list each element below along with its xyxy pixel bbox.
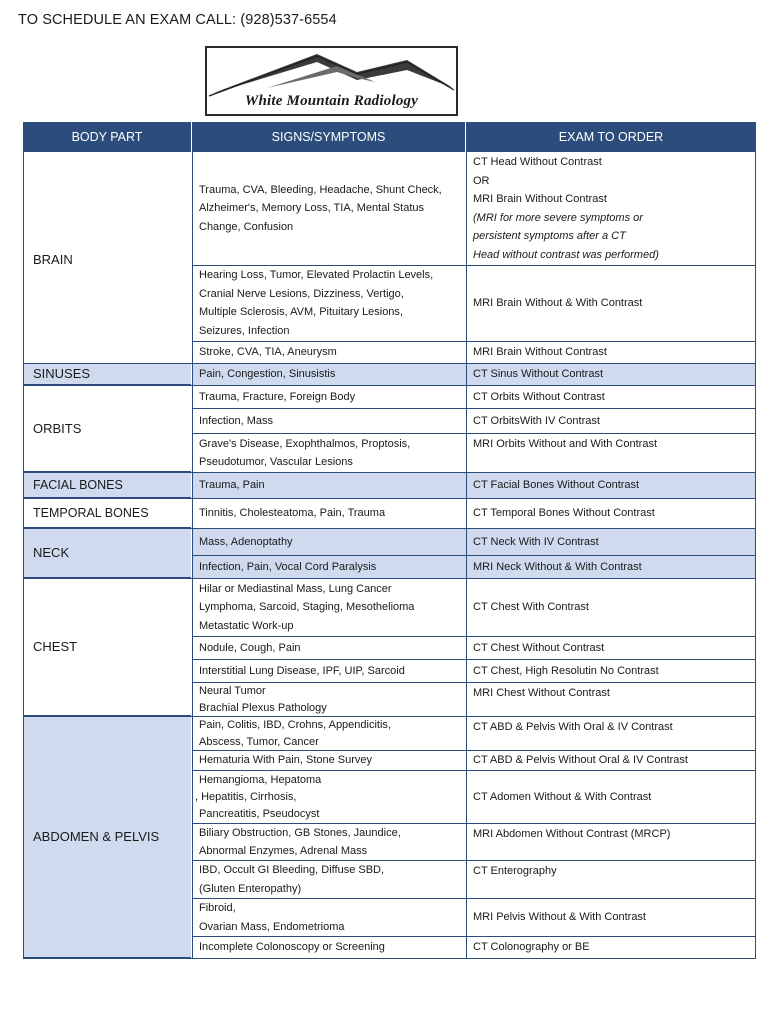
symptoms-cell: IBD, Occult GI Bleeding, Diffuse SBD, (Gluten Enteropathy)	[192, 861, 466, 898]
symptoms-cell: Trauma, Pain	[192, 473, 466, 498]
symptoms-cell: Tinnitis, Cholesteatoma, Pain, Trauma	[192, 499, 466, 528]
symptoms-cell: Hilar or Mediastinal Mass, Lung Cancer Lymphoma, Sarcoid, Staging, Mesothelioma Metastatic Work-up	[192, 579, 466, 636]
symptoms-cell: Interstitial Lung Disease, IPF, UIP, Sarcoid	[192, 660, 466, 682]
exam-cell: CT OrbitsWith IV Contrast	[466, 409, 756, 433]
symptoms-cell: Hearing Loss, Tumor, Elevated Prolactin Levels, Cranial Nerve Lesions, Dizziness, Vertigo, Multiple Sclerosis, AVM, Pituitary Lesions, Seizures, Infection	[192, 265, 466, 341]
body-part-brain: BRAIN	[23, 152, 191, 368]
exam-cell: CT Chest Without Contrast	[466, 637, 756, 659]
symptoms-cell: Biliary Obstruction, GB Stones, Jaundice, Abnormal Enzymes, Adrenal Mass	[192, 824, 466, 860]
logo-text: White Mountain Radiology	[244, 93, 419, 109]
exam-cell: MRI Brain Without Contrast	[466, 341, 756, 363]
exam-cell: CT Chest With Contrast	[466, 579, 756, 636]
exam-cell: CT Facial Bones Without Contrast	[466, 473, 756, 498]
body-part-sinuses: SINUSES	[23, 363, 191, 385]
exam-cell: CT ABD & Pelvis With Oral & IV Contrast	[466, 717, 756, 750]
column-header-body-part: BODY PART	[23, 122, 191, 152]
exam-cell: CT Enterography	[466, 861, 756, 898]
white-mountain-radiology-logo	[205, 46, 458, 116]
symptoms-cell: Trauma, Fracture, Foreign Body	[192, 386, 466, 408]
symptoms-cell: Neural Tumor Brachial Plexus Pathology	[192, 683, 466, 716]
exam-cell: CT Chest, High Resolutin No Contrast	[466, 660, 756, 682]
exam-cell: MRI Chest Without Contrast	[466, 683, 756, 716]
exam-cell: MRI Abdomen Without Contrast (MRCP)	[466, 824, 756, 860]
column-header-signs-symptoms: SIGNS/SYMPTOMS	[192, 122, 465, 152]
body-part-neck: NECK	[23, 528, 191, 578]
body-part-abdomen-pelvis: ABDOMEN & PELVIS	[23, 716, 191, 958]
body-part-facial-bones: FACIAL BONES	[23, 472, 191, 498]
body-part-chest: CHEST	[23, 578, 191, 716]
schedule-phone-header: TO SCHEDULE AN EXAM CALL: (928)537-6554	[18, 12, 337, 28]
exam-cell: MRI Neck Without & With Contrast	[466, 556, 756, 578]
symptoms-cell: Fibroid, Ovarian Mass, Endometrioma	[192, 899, 466, 936]
column-header-exam-to-order: EXAM TO ORDER	[466, 122, 756, 152]
symptoms-cell: Nodule, Cough, Pain	[192, 637, 466, 659]
exam-cell: CT Neck With IV Contrast	[466, 529, 756, 555]
symptoms-cell: Pain, Colitis, IBD, Crohns, Appendicitis, Abscess, Tumor, Cancer	[192, 717, 466, 750]
exam-cell: CT Temporal Bones Without Contrast	[466, 499, 756, 528]
symptoms-cell: Hemangioma, Hepatoma , Hepatitis, Cirrhosis, Pancreatitis, Pseudocyst	[192, 771, 466, 823]
exam-cell: CT Sinus Without Contrast	[466, 364, 756, 385]
exam-cell: CT ABD & Pelvis Without Oral & IV Contrast	[466, 751, 756, 770]
symptoms-cell: Infection, Pain, Vocal Cord Paralysis	[192, 556, 466, 578]
exam-cell: MRI Pelvis Without & With Contrast	[466, 899, 756, 936]
symptoms-cell: Hematuria With Pain, Stone Survey	[192, 751, 466, 770]
symptoms-cell: Pain, Congestion, Sinusistis	[192, 364, 466, 385]
symptoms-cell: Incomplete Colonoscopy or Screening	[192, 937, 466, 958]
exam-cell: CT Head Without Contrast OR MRI Brain Without Contrast (MRI for more severe symptoms or persistent symptoms after a CT Head without contrast was performed)	[466, 152, 756, 265]
exam-cell: CT Adomen Without & With Contrast	[466, 771, 756, 823]
body-part-orbits: ORBITS	[23, 385, 191, 472]
symptoms-cell: Grave's Disease, Exophthalmos, Proptosis, Pseudotumor, Vascular Lesions	[192, 434, 466, 472]
exam-cell: CT Colonography or BE	[466, 937, 756, 958]
symptoms-cell: Infection, Mass	[192, 409, 466, 433]
symptoms-cell: Mass, Adenoptathy	[192, 529, 466, 555]
symptoms-cell: Stroke, CVA, TIA, Aneurysm	[192, 341, 466, 363]
exam-cell: MRI Brain Without & With Contrast	[466, 265, 756, 341]
exam-cell: CT Orbits Without Contrast	[466, 386, 756, 408]
exam-cell: MRI Orbits Without and With Contrast	[466, 434, 756, 472]
body-part-temporal-bones: TEMPORAL BONES	[23, 498, 191, 528]
symptoms-cell: Trauma, CVA, Bleeding, Headache, Shunt Check, Alzheimer's, Memory Loss, TIA, Mental Status Change, Confusion	[192, 152, 466, 265]
